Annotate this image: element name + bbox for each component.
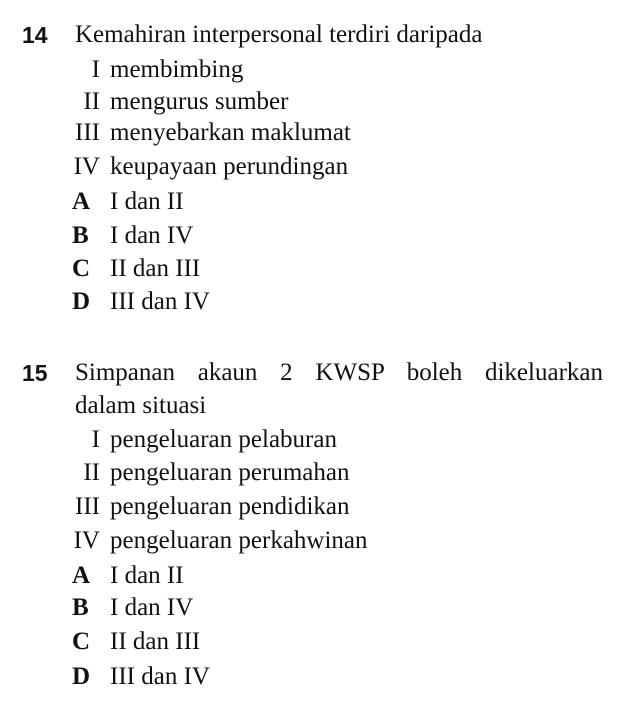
statement-numeral: II bbox=[83, 88, 100, 115]
statement-numeral: II bbox=[83, 459, 100, 486]
option-text: II dan III bbox=[110, 628, 201, 655]
option-letter: A bbox=[72, 562, 91, 589]
question-stem: Simpanan akaun 2 KWSP boleh dikeluarkan bbox=[75, 359, 603, 386]
statement-text: pengeluaran pelaburan bbox=[110, 426, 337, 453]
statement-numeral: I bbox=[91, 426, 100, 453]
option-letter: C bbox=[72, 628, 91, 655]
statement-text: mengurus sumber bbox=[110, 88, 289, 115]
option-letter: D bbox=[72, 663, 91, 690]
question-stem-continued: dalam situasi bbox=[75, 392, 207, 419]
option-text: II dan III bbox=[110, 255, 201, 282]
statement-numeral: III bbox=[75, 119, 100, 146]
question-number: 14 bbox=[22, 22, 48, 48]
option-text: III dan IV bbox=[110, 288, 210, 315]
option-letter: D bbox=[72, 288, 91, 315]
option-text: I dan II bbox=[110, 188, 184, 215]
statement-text: menyebarkan maklumat bbox=[110, 119, 351, 146]
option-letter: B bbox=[72, 222, 89, 249]
option-letter: A bbox=[72, 188, 91, 215]
statement-numeral: III bbox=[75, 493, 100, 520]
statement-text: keupayaan perundingan bbox=[110, 153, 349, 180]
statement-text: pengeluaran pendidikan bbox=[110, 493, 350, 520]
statement-numeral: I bbox=[91, 56, 100, 83]
option-text: I dan II bbox=[110, 562, 184, 589]
question-number: 15 bbox=[22, 360, 48, 386]
statement-numeral: IV bbox=[73, 153, 100, 180]
statement-text: membimbing bbox=[110, 56, 244, 83]
statement-text: pengeluaran perkahwinan bbox=[110, 527, 368, 554]
option-text: III dan IV bbox=[110, 663, 210, 690]
option-text: I dan IV bbox=[110, 594, 194, 621]
statement-numeral: IV bbox=[73, 527, 100, 554]
question-stem: Kemahiran interpersonal terdiri daripada bbox=[75, 21, 483, 48]
option-letter: C bbox=[72, 255, 91, 282]
option-text: I dan IV bbox=[110, 222, 194, 249]
statement-text: pengeluaran perumahan bbox=[110, 459, 350, 486]
option-letter: B bbox=[72, 594, 89, 621]
